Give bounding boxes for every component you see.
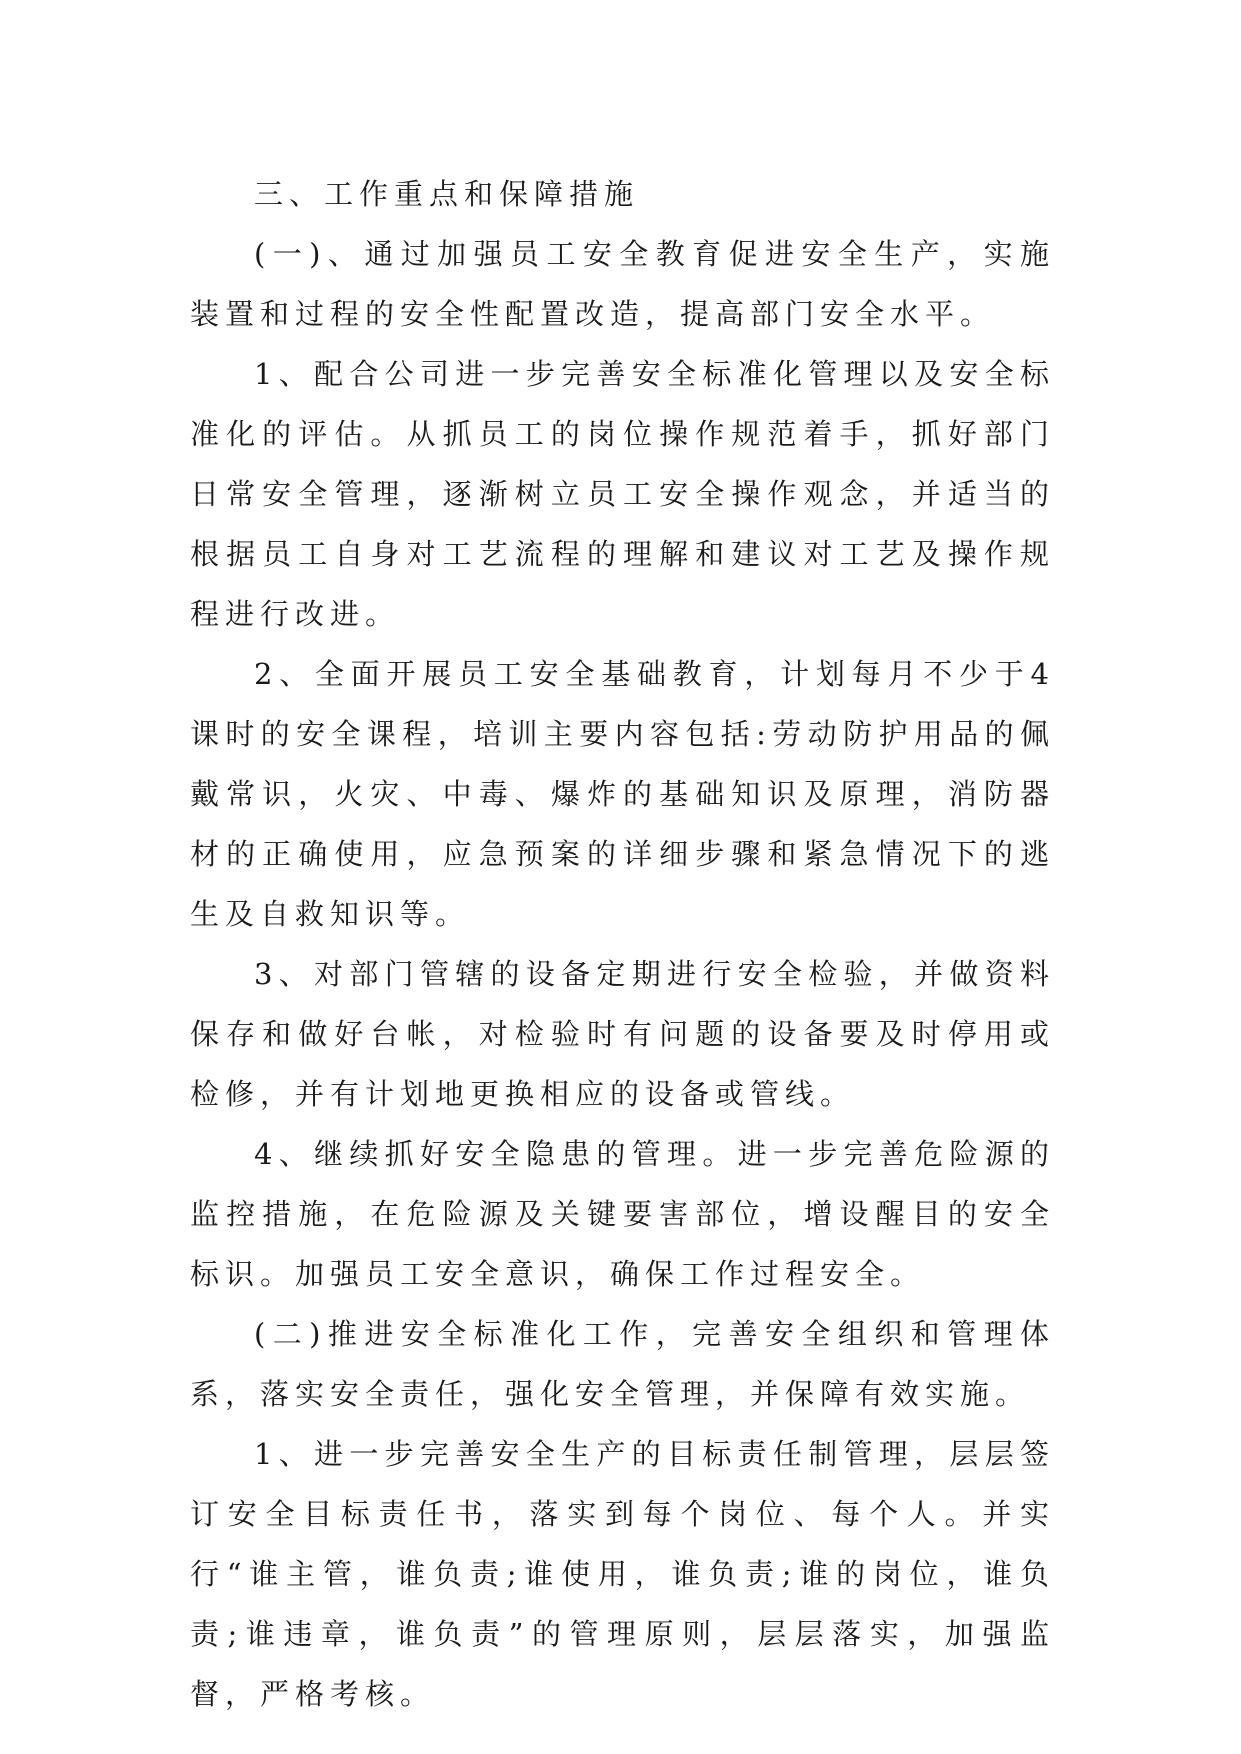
section-heading: 三、工作重点和保障措施	[254, 177, 640, 211]
item-paragraph-1-3: 3、对部门管辖的设备定期进行安全检验，并做资料保存和做好台帐，对检验时有问题的设备要及时停用或检修，并有计划地更换相应的设备或管线。	[190, 957, 1055, 1111]
subsection-paragraph-2: (二)推进安全标准化工作，完善安全组织和管理体系，落实安全责任，强化安全管理，并保障有效实施。	[190, 1317, 1055, 1411]
item-paragraph-1-2: 2、全面开展员工安全基础教育，计划每月不少于4课时的安全课程，培训主要内容包括:劳动防护用品的佩戴常识，火灾、中毒、爆炸的基础知识及原理，消防器材的正确使用，应急预案的详细步骤和紧急情况下的逃生及自救知识等。	[190, 657, 1055, 931]
item-paragraph-2-1: 1、进一步完善安全生产的目标责任制管理，层层签订安全目标责任书，落实到每个岗位、每个人。并实行“谁主管，谁负责;谁使用，谁负责;谁的岗位，谁负责;谁违章，谁负责”的管理原则，层层落实，加强监督，严格考核。	[190, 1437, 1055, 1711]
document-body	[190, 164, 1055, 1724]
item-paragraph-1-1: 1、配合公司进一步完善安全标准化管理以及安全标准化的评估。从抓员工的岗位操作规范着手，抓好部门日常安全管理，逐渐树立员工安全操作观念，并适当的根据员工自身对工艺流程的理解和建议对工艺及操作规程进行改进。	[190, 357, 1055, 631]
item-paragraph-1-4: 4、继续抓好安全隐患的管理。进一步完善危险源的监控措施，在危险源及关键要害部位，增设醒目的安全标识。加强员工安全意识，确保工作过程安全。	[190, 1137, 1055, 1291]
subsection-paragraph-1: (一)、通过加强员工安全教育促进安全生产，实施装置和过程的安全性配置改造，提高部门安全水平。	[190, 237, 1055, 331]
